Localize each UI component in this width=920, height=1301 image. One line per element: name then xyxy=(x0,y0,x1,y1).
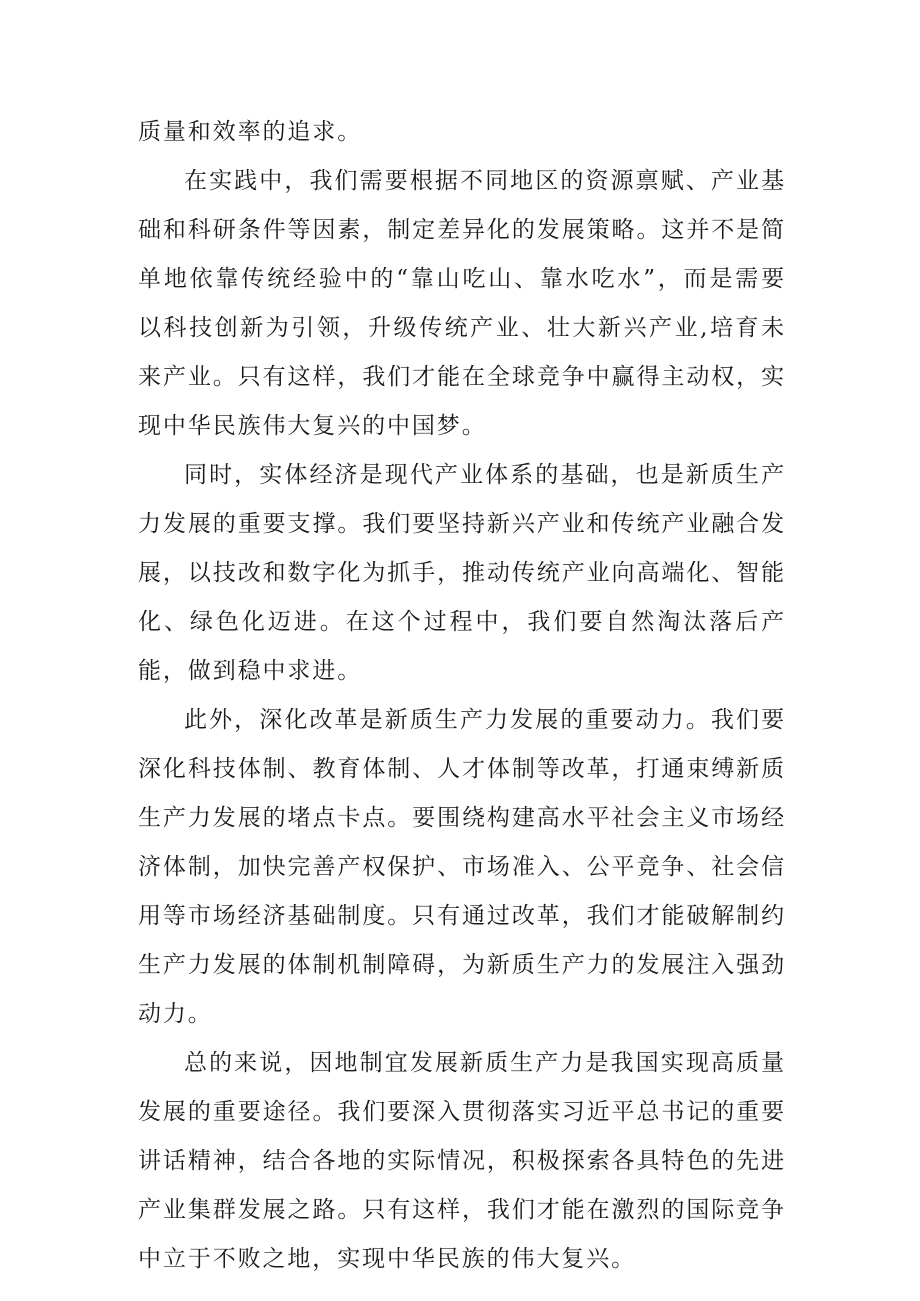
paragraph-practice: 在实践中，我们需要根据不同地区的资源禀赋、产业基础和科研条件等因素，制定差异化的发展策略。这并不是简单地依靠传统经验中的“靠山吃山、靠水吃水”，而是需要以科技创新为引领，升级传统产业、壮大新兴产业,培育未来产业。只有这样，我们才能在全球竞争中赢得主动权，实现中华民族伟大复兴的中国梦。 xyxy=(138,168,786,439)
paragraph-real-economy: 同时，实体经济是现代产业体系的基础，也是新质生产力发展的重要支撑。我们要坚持新兴产业和传统产业融合发展，以技改和数字化为抓手，推动传统产业向高端化、智能化、绿色化迈进。在这个过程中，我们要自然淘汰落后产能，做到稳中求进。 xyxy=(138,462,786,684)
paragraph-reform: 此外，深化改革是新质生产力发展的重要动力。我们要深化科技体制、教育体制、人才体制等改革，打通束缚新质生产力发展的堵点卡点。要围绕构建高水平社会主义市场经济体制，加快完善产权保护、市场准入、公平竞争、社会信用等市场经济基础制度。只有通过改革，我们才能破解制约生产力发展的体制机制障碍，为新质生产力的发展注入强劲动力。 xyxy=(138,707,786,1027)
document-body xyxy=(138,108,786,1284)
paragraph-continuation: 质量和效率的追求。 xyxy=(138,119,363,145)
paragraph-conclusion: 总的来说，因地制宜发展新质生产力是我国实现高质量发展的重要途径。我们要深入贯彻落实习近平总书记的重要讲话精神，结合各地的实际情况，积极探索各具特色的先进产业集群发展之路。只有这样，我们才能在激烈的国际竞争中立于不败之地，实现中华民族的伟大复兴。 xyxy=(138,1050,786,1272)
